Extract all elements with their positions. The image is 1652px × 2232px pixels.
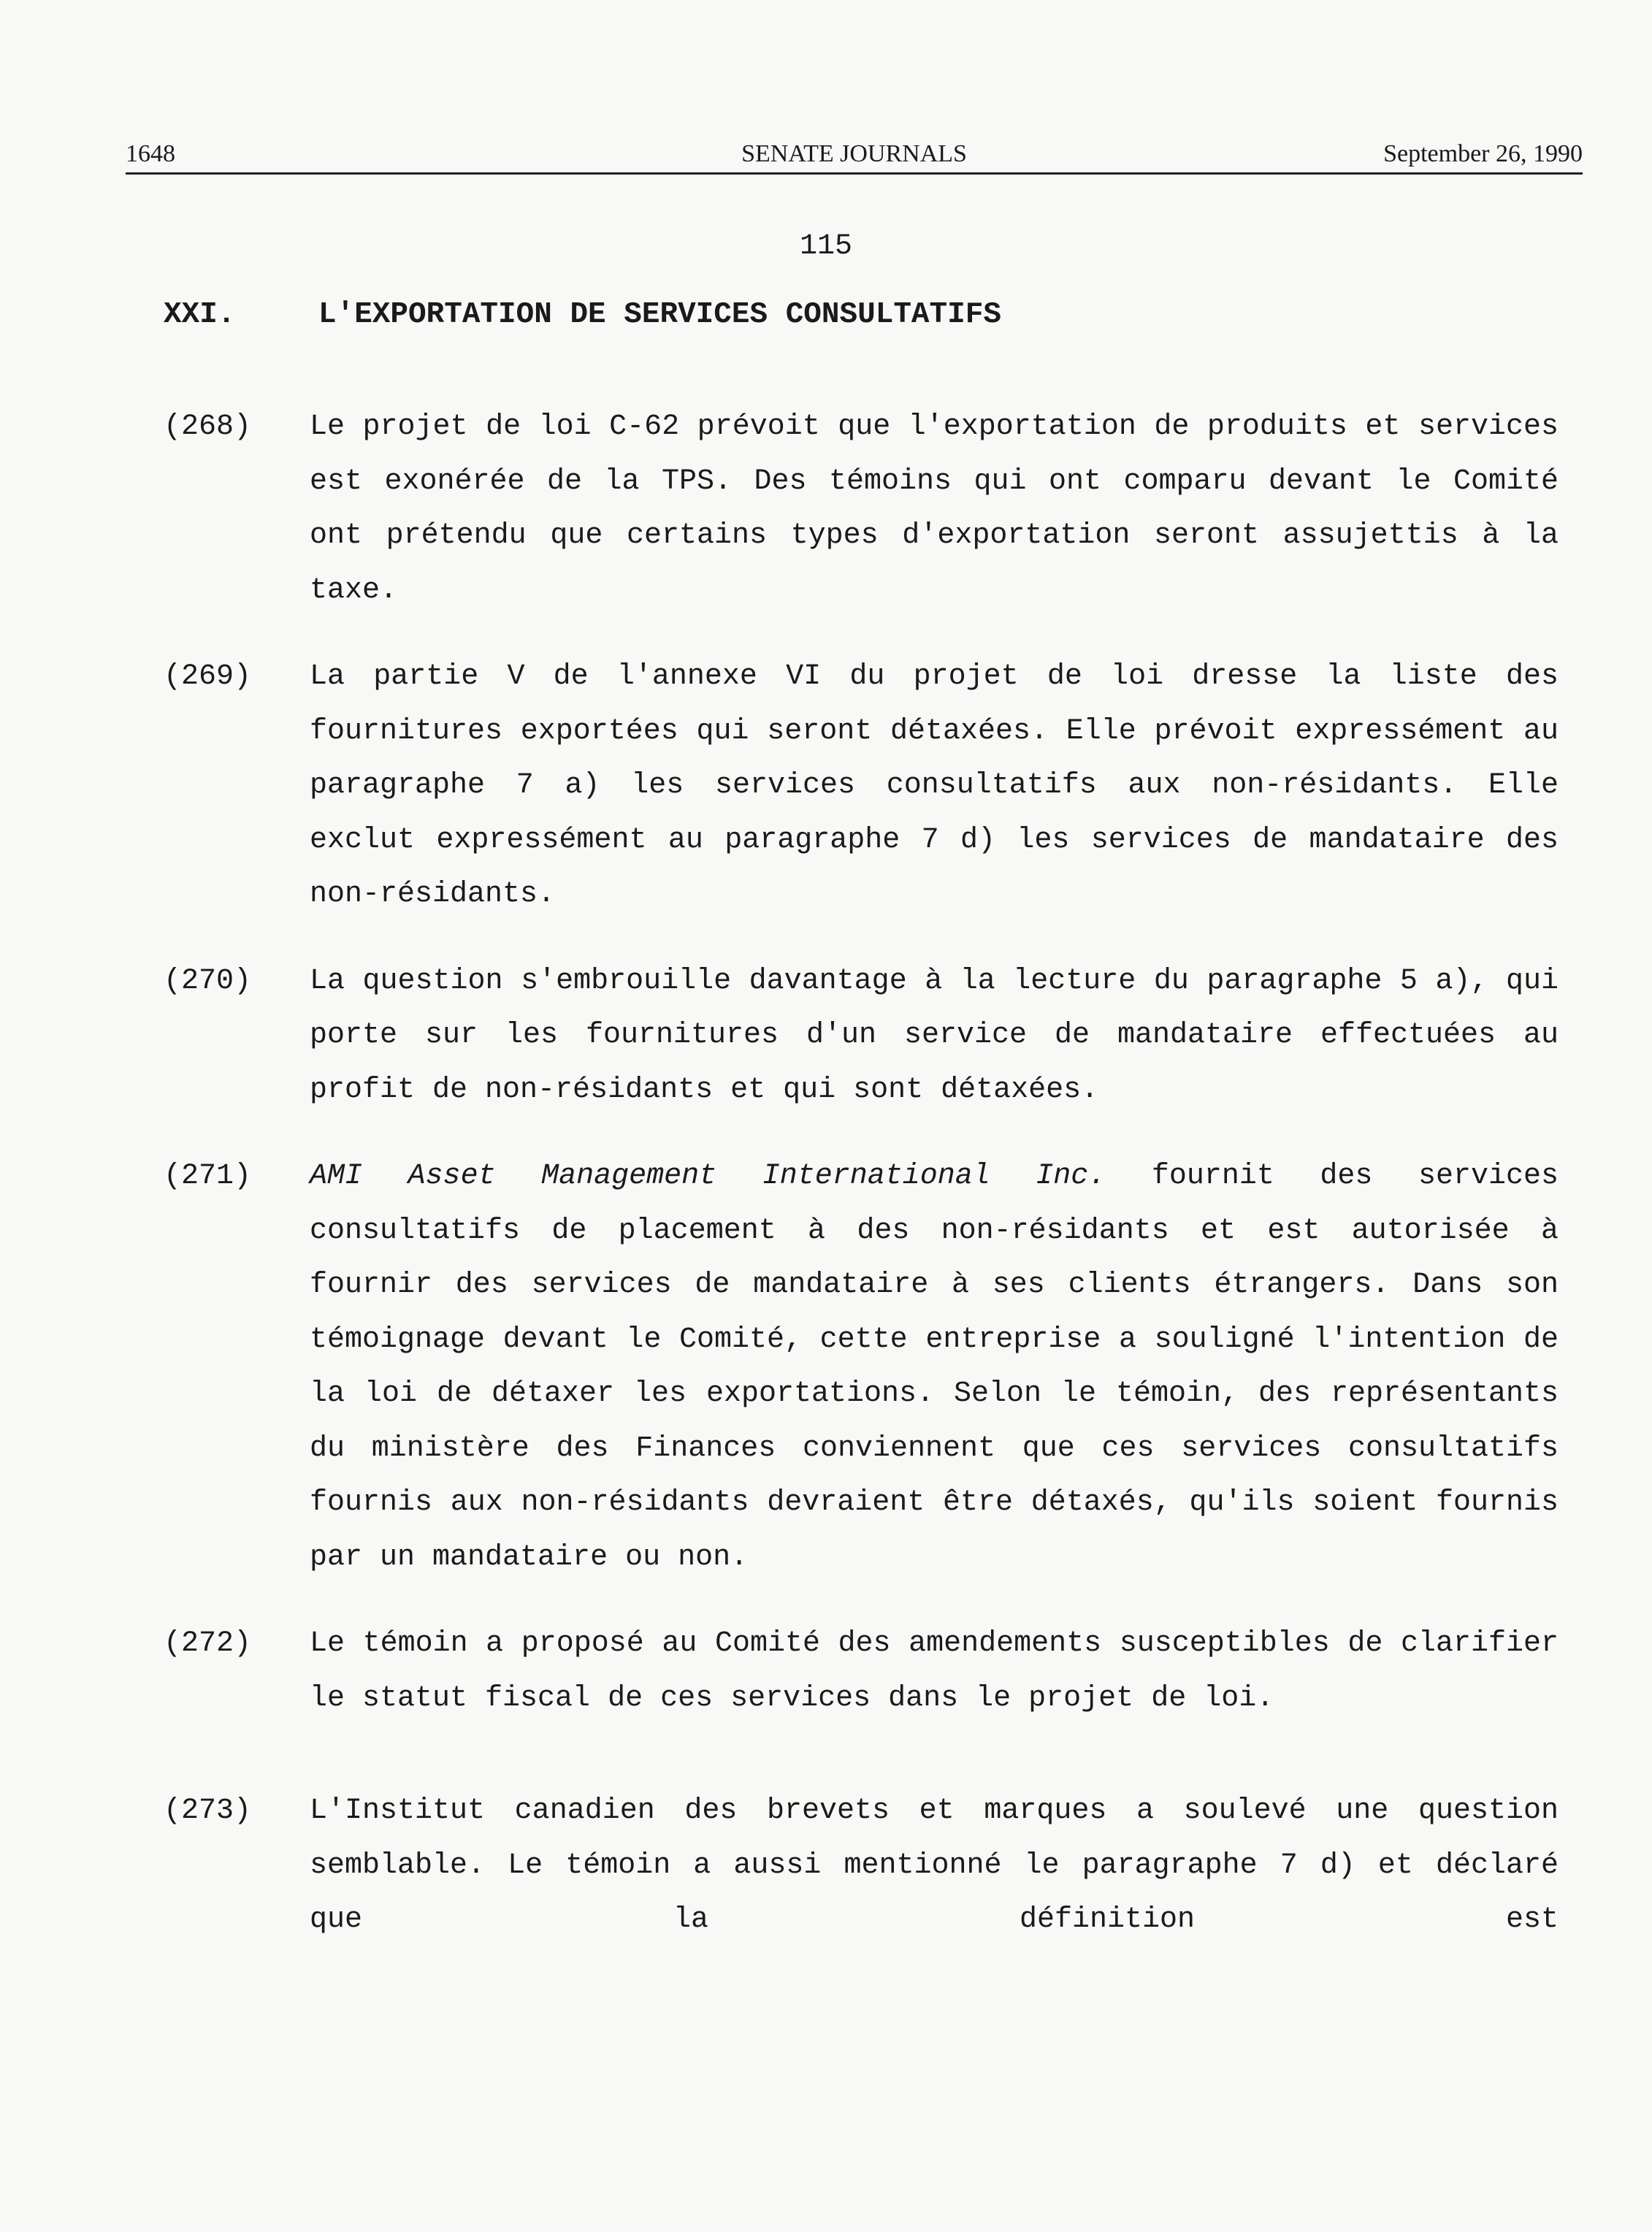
paragraph-268 bbox=[164, 400, 1559, 618]
paragraph-text: Le projet de loi C-62 prévoit que l'exportation de produits et services est exonérée de la TPS. Des témoins qui ont comparu devant le Comité ont prétendu que certains types d'exportation seront assujettis à la taxe. bbox=[310, 410, 1559, 607]
paragraph-269 bbox=[164, 650, 1559, 922]
paragraph-number: (268) bbox=[164, 410, 252, 443]
paragraph-number: (272) bbox=[164, 1627, 252, 1660]
paragraph-271 bbox=[164, 1150, 1559, 1585]
paragraph-272 bbox=[164, 1617, 1559, 1726]
paragraph-text: La partie V de l'annexe VI du projet de loi dresse la liste des fournitures exportées qui seront détaxées. Elle prévoit expressément au paragraphe 7 a) les services consultatifs aux non-résidants. Elle exclut expressément au paragraphe 7 d) les services de mandataire des non-résidants. bbox=[310, 660, 1559, 911]
section-title: L'EXPORTATION DE SERVICES CONSULTATIFS bbox=[318, 298, 1001, 332]
journal-date: September 26, 1990 bbox=[1383, 140, 1583, 167]
paragraph-273 bbox=[164, 1784, 1559, 1948]
journal-page-number: 1648 bbox=[126, 140, 175, 167]
paragraph-text: La question s'embrouille davantage à la lecture du paragraphe 5 a), qui porte sur les fournitures d'un service de mandataire effectuées au profit de non-résidants et qui sont détaxées. bbox=[310, 964, 1559, 1107]
paragraph-number: (270) bbox=[164, 964, 252, 998]
paragraph-270 bbox=[164, 955, 1559, 1118]
running-head bbox=[126, 136, 1583, 175]
paragraph-list bbox=[164, 400, 1559, 1980]
report-page-number: 115 bbox=[799, 230, 852, 263]
company-name: AMI Asset Management International Inc. bbox=[310, 1160, 1106, 1193]
section-number: XXI. bbox=[164, 298, 236, 332]
paragraph-number: (269) bbox=[164, 660, 252, 693]
paragraph-number: (273) bbox=[164, 1795, 252, 1827]
paragraph-number: (271) bbox=[164, 1160, 252, 1193]
paragraph-text: L'Institut canadien des brevets et marques a soulevé une question semblable. Le témoin a aussi mentionné le paragraphe 7 d) et déclaré que la définition est bbox=[310, 1795, 1559, 1936]
section-heading bbox=[164, 298, 1001, 332]
paragraph-text: Le témoin a proposé au Comité des amendements susceptibles de clarifier le statut fiscal de ces services dans le projet de loi. bbox=[310, 1627, 1559, 1715]
journal-title: SENATE JOURNALS bbox=[741, 140, 967, 167]
paragraph-text-body: fournit des services consultatifs de placement à des non-résidants et est autorisée à fournir des services de mandataire à ses clients étrangers. Dans son témoignage devant le Comité, cette entreprise a souligné l'intention de la loi de détaxer les exportations. Selon le témoin, des représentants du ministère des Finances conviennent que ces services consultatifs fournis aux non-résidants devraient être détaxés, qu'ils soient fournis par un mandataire ou non. bbox=[310, 1160, 1559, 1574]
paragraph-text bbox=[310, 1150, 1559, 1585]
